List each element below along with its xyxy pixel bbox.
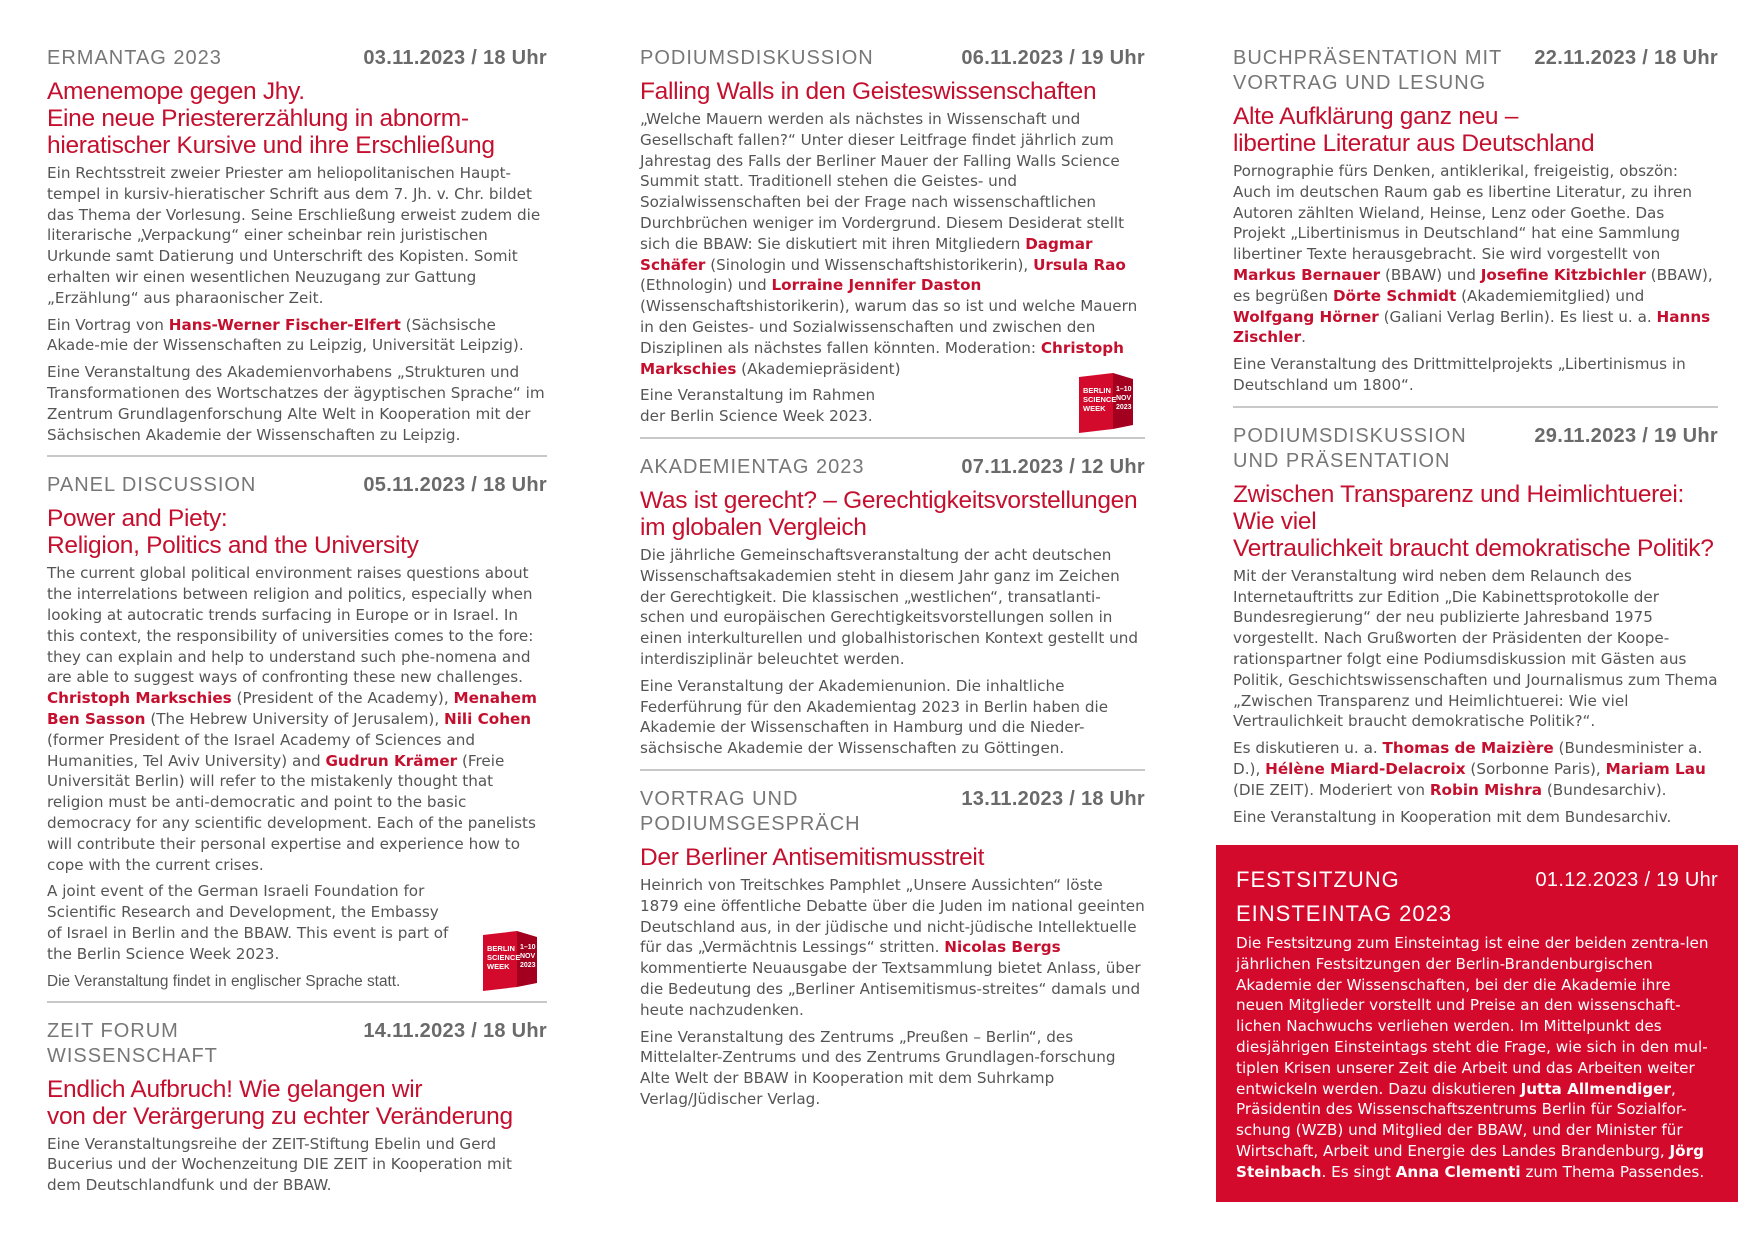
- speaker-name: Gudrun Krämer: [325, 751, 458, 770]
- speaker-name: Nicolas Bergs: [944, 938, 1061, 957]
- event-transparenz: [1233, 424, 1718, 828]
- event-organizer: Eine Veranstaltung der Akademienunion. Die inhaltliche Federführung für den Akademientag 2023 in Berlin haben die Akademie der Wissenschaften in Hamburg und die Nieder-sächsische Akademie der Wissenschaften zu Göttingen.: [640, 676, 1109, 758]
- speaker-name: Josefine Kitzbichler: [1480, 265, 1646, 284]
- event-title: [640, 78, 1145, 105]
- speaker-name: Christoph Markschies: [47, 689, 232, 708]
- title-line-1: Alte Aufklärung ganz neu –: [1233, 103, 1519, 130]
- title-line-1: Der Berliner Antisemitismusstreit: [640, 843, 985, 871]
- speaker-name: Lorraine Jennifer Daston: [771, 276, 982, 295]
- event-title: [640, 844, 1145, 871]
- svg-text:1–10: 1–10: [1116, 385, 1132, 393]
- event-falling-walls: [640, 46, 1145, 427]
- event-organizer: Eine Veranstaltung des Akademienvorhabens „Strukturen und Transformationen des Wortschatzes der ägyptischen Sprache“ im Zentrum Grundlagenforschung Alte Welt in Kooperation mit der Sächsischen Akademie der Wissenschaften zu Leipzig.: [47, 363, 545, 444]
- svg-text:1–10: 1–10: [520, 943, 536, 951]
- event-title: [47, 78, 547, 159]
- speaker-name: Jörg Steinbach: [1236, 1141, 1704, 1181]
- event-date: 01.12.2023 / 19 Uhr: [1535, 869, 1718, 891]
- event-description: Die Festsitzung zum Einsteintag ist eine der beiden zentra-len jährlichen Festsitzungen der Berlin-Brandenburgischen Akademie der Wissenschaften, bei der die Akademie ihre neuen Mitglieder vorstellt und Preise an den wissenschaft-lichen Nachwuchs verliehen werden. Im Mittelpunkt des diesjährigen Einsteintags steht die Frage, wie sich in den mul-tiplen Krisen unserer Zeit die Arbeit und das Arbeiten weiter entwickeln werden. Dazu diskutieren Jutta Allmendiger, Präsidentin des Wissenschaftszentrums Berlin für Sozialfor-schung (WZB) und Mitglied der BBAW, und der Minister für Wirtschaft, Arbeit und Energie des Landes Brandenburg, Jörg Steinbach. Es singt Anna Clementi zum Thema Passendes.: [1236, 934, 1709, 1181]
- event-type: PODIUMSDISKUSSION: [640, 47, 874, 69]
- event-date: 07.11.2023 / 12 Uhr: [961, 455, 1145, 478]
- event-description: Ein Rechtsstreit zweier Priester am heliopolitanischen Haupt-tempel in kursiv-hieratischer Schrift aus dem 7. Jh. v. Chr. bildet das Thema der Vorlesung. Seine Erschließung erweist zudem die literarische „Verpackung“ einer scheinbar rein juristischen Urkunde samt Datierung und Unterschrift des Kopisten. Somit erhalten wir einen wesentlichen Neuzugang zur Gattung „Erzählung“ aus pharaonischer Zeit.: [47, 164, 541, 307]
- column-2: [640, 46, 1145, 1116]
- event-date: 13.11.2023 / 18 Uhr: [961, 787, 1145, 810]
- event-type: BUCHPRÄSENTATION MIT VORTRAG UND LESUNG: [1233, 47, 1503, 94]
- event-title: [1233, 103, 1718, 157]
- svg-text:NOV: NOV: [520, 952, 536, 960]
- event-ermantag: [47, 46, 547, 445]
- svg-text:2023: 2023: [1116, 403, 1132, 411]
- title-line-1: Power and Piety:: [47, 505, 228, 533]
- event-title: [47, 1076, 547, 1130]
- event-date: 05.11.2023 / 18 Uhr: [363, 474, 547, 497]
- speaker-name: Dörte Schmidt: [1332, 286, 1457, 305]
- speaker-name: Dagmar Schäfer: [640, 234, 1093, 274]
- divider: [47, 1001, 547, 1003]
- event-speakers: Es diskutieren u. a. Thomas de Maizière (Bundesminister a. D.), Hélène Miard-Delacroix (Sorbonne Paris), Mariam Lau (DIE ZEIT). Moderiert von Robin Mishra (Bundesarchiv).: [1233, 739, 1706, 799]
- event-description: Eine Veranstaltungsreihe der ZEIT-Stiftung Ebelin und Gerd Bucerius und der Wochenzeitung DIE ZEIT in Kooperation mit dem Deutschlandfunk und der BBAW.: [47, 1134, 512, 1195]
- speaker-name: Menahem Ben Sasson: [47, 689, 537, 728]
- title-line-2: libertine Literatur aus Deutschland: [1233, 130, 1595, 157]
- speaker-name: Christoph Markschies: [640, 338, 1124, 378]
- event-date: 29.11.2023 / 19 Uhr: [1534, 424, 1718, 447]
- speaker-name: Ursula Rao: [1033, 255, 1126, 274]
- event-festsitzung: [1216, 845, 1738, 1202]
- title-line-2: im globalen Vergleich: [640, 513, 867, 541]
- event-description: The current global political environment raises questions about the interrelations between religion and politics, especially when looking at autocratic trends surfacing in Europe or in Israel. In this context, the responsibility of universities comes to the fore: they can explain and help to understand such phe-nomena and are able to suggest ways of confronting these new challenges. Christoph Markschies (President of the Academy), Menahem Ben Sasson (The Hebrew University of Jerusalem), Nili Cohen (former President of the Israel Academy of Sciences and Humanities, Tel Aviv University) and Gudrun Krämer (Freie Universität Berlin) will refer to the mistakenly thought that religion must be anti-democratic and point to the basic democracy for any scientific development. Each of the panelists will contribute their personal expertise and experience how to cope with the current crises.: [47, 564, 537, 874]
- svg-text:BERLIN: BERLIN: [1083, 385, 1111, 395]
- event-speaker: Ein Vortrag von Hans-Werner Fischer-Elfert (Sächsische Akade-mie der Wissenschaften zu Leipzig, Universität Leipzig).: [47, 315, 524, 355]
- event-title: [1233, 481, 1718, 562]
- speaker-name: Wolfgang Hörner: [1233, 307, 1379, 326]
- divider: [1233, 406, 1718, 408]
- language-note: Die Veranstaltung findet in englischer Sprache statt.: [47, 972, 401, 990]
- event-description: Die jährliche Gemeinschaftsveranstaltung der acht deutschen Wissenschaftsakademien steht in diesem Jahr ganz im Zeichen der Gerechtigkeit. Die klassischen „westlichen“, transatlanti-schen und europäischen Gerechtigkeitsvorstellungen sollen in einen interkulturellen und globalhistorischen Kontext gestellt und interdisziplinär beleuchtet werden.: [640, 545, 1139, 668]
- speaker-name: Jutta Allmendiger: [1520, 1079, 1671, 1098]
- title-line-2: Religion, Politics and the University: [47, 532, 419, 560]
- event-buchpraesentation: [1233, 46, 1718, 396]
- event-type: PANEL DISCUSSION: [47, 474, 257, 497]
- event-antisemitismusstreit: [640, 787, 1145, 1110]
- title-line-2: Eine neue Priestererzählung in abnorm-: [47, 105, 469, 132]
- berlin-science-week-logo: [481, 929, 539, 991]
- event-zeit-forum: [47, 1019, 547, 1196]
- svg-text:2023: 2023: [520, 961, 536, 969]
- event-panel-discussion: [47, 473, 547, 990]
- speaker-name: Hélène Miard-Delacroix: [1265, 759, 1466, 778]
- title-line-1: Falling Walls in den Geisteswissenschaften: [640, 78, 1097, 105]
- speaker-name: Markus Bernauer: [1233, 265, 1381, 284]
- speaker-name: Thomas de Maizière: [1382, 739, 1554, 758]
- event-title: [47, 505, 547, 559]
- event-type: AKADEMIENTAG 2023: [640, 455, 865, 478]
- speaker-name: Nili Cohen: [444, 709, 532, 728]
- column-3: [1233, 46, 1718, 833]
- speaker-name: Hans-Werner Fischer-Elfert: [168, 315, 401, 334]
- event-organizer: Eine Veranstaltung des Zentrums „Preußen – Berlin“, des Mittelalter-Zentrums und des Zentrums Grundlagen-forschung Alte Welt der BBAW in Kooperation mit dem Suhrkamp Verlag/Jüdischer Verlag.: [640, 1027, 1116, 1108]
- event-date: 14.11.2023 / 18 Uhr: [363, 1019, 547, 1042]
- event-description: Heinrich von Treitschkes Pamphlet „Unsere Aussichten“ löste 1879 eine öffentliche Debatte über die Juden im national geeinten Deutschland aus, in der jüdische und nicht-jüdische Intellektuelle für das „Vermächtnis Lessings“ stritten. Nicolas Bergs kommentierte Neuausgabe der Textsammlung bietet Anlass, über die Bedeutung des „Berliner Antisemitismus-streites“ damals und heute nachzudenken.: [640, 875, 1145, 1019]
- speaker-name: Hanns Zischler: [1233, 307, 1711, 347]
- title-line-2: Vertraulichkeit braucht demokratische Politik?: [1233, 534, 1714, 562]
- svg-text:SCIENCE: SCIENCE: [487, 952, 521, 962]
- event-organizer: A joint event of the German Israeli Foundation for Scientific Research and Development, the Embassy of Israel in Berlin and the BBAW. This event is part of the Berlin Science Week 2023.: [47, 882, 449, 963]
- speaker-name: Robin Mishra: [1429, 780, 1543, 799]
- event-description: Pornographie fürs Denken, antiklerikal, freigeistig, obszön: Auch im deutschen Raum gab es libertine Literatur, zu ihren Autoren zählten Wieland, Heinse, Lenz oder Goethe. Das Projekt „Libertinismus in Deutschland“ hat eine Sammlung libertiner Texte herausgebracht. Sie wird vorgestellt von Markus Bernauer (BBAW) und Josefine Kitzbichler (BBAW), es begrüßen Dörte Schmidt (Akademiemitglied) und Wolfgang Hörner (Galiani Verlag Berlin). Es liest u. a. Hanns Zischler.: [1233, 162, 1713, 347]
- svg-text:WEEK: WEEK: [487, 961, 510, 971]
- event-date: 06.11.2023 / 19 Uhr: [961, 47, 1145, 69]
- title-line-1: Amenemope gegen Jhy.: [47, 78, 305, 105]
- event-type: FESTSITZUNG EINSTEINTAG 2023: [1236, 867, 1453, 926]
- berlin-science-week-logo: [1077, 371, 1135, 433]
- divider: [47, 455, 547, 457]
- title-line-1: Was ist gerecht? – Gerechtigkeitsvorstellungen: [640, 486, 1138, 514]
- event-date: 03.11.2023 / 18 Uhr: [363, 47, 547, 69]
- svg-text:NOV: NOV: [1116, 394, 1132, 402]
- event-title: [640, 487, 1145, 541]
- svg-text:WEEK: WEEK: [1083, 403, 1106, 413]
- divider: [640, 769, 1145, 771]
- divider: [640, 437, 1145, 439]
- svg-text:SCIENCE: SCIENCE: [1083, 394, 1117, 404]
- event-type: ERMANTAG 2023: [47, 47, 222, 69]
- event-description: „Welche Mauern werden als nächstes in Wissenschaft und Gesellschaft fallen?“ Unter dieser Leitfrage findet jährlich zum Jahrestag des Falls der Berliner Mauer der Falling Walls Science Summit statt. Traditionell stehen die Geistes- und Sozialwissenschaften bei der Frage nach wissenschaftlichen Durchbrüchen weniger im Vordergrund. Diesem Desiderat stellt sich die BBAW: Sie diskutiert mit ihren Mitgliedern Dagmar Schäfer (Sinologin und Wissenschaftshistorikerin), Ursula Rao (Ethnologin) und Lorraine Jennifer Daston (Wissenschaftshistorikerin), warum das so ist und welche Mauern in den Geistes- und Sozialwissenschaften und zwischen den Disziplinen als nächstes fallen könnten. Moderation: Christoph Markschies (Akademiepräsident): [640, 110, 1138, 378]
- title-line-2: von der Verärgerung zu echter Veränderung: [47, 1102, 513, 1130]
- speaker-name: Mariam Lau: [1605, 759, 1706, 778]
- event-organizer: Eine Veranstaltung des Drittmittelprojekts „Libertinismus in Deutschland um 1800“.: [1233, 355, 1686, 394]
- event-organizer: Eine Veranstaltung in Kooperation mit dem Bundesarchiv.: [1233, 807, 1672, 826]
- event-description: Mit der Veranstaltung wird neben dem Relaunch des Internetauftritts zur Edition „Die Kabinettsprotokolle der Bundesregierung“ der neu publizierte Jahresband 1975 vorgestellt. Nach Grußworten der Präsidenten der Koope-rationspartner folgt eine Podiumsdiskussion mit Gästen aus Politik, Geschichtswissenschaften und Journalismus zum Thema „Zwischen Transparenz und Heimlichtuerei: Wie viel Vertraulichkeit braucht demokratische Politik?“.: [1233, 566, 1718, 731]
- column-1: [47, 46, 547, 1202]
- event-date: 22.11.2023 / 18 Uhr: [1534, 47, 1718, 69]
- title-line-1: Zwischen Transparenz und Heimlichtuerei: Wie viel: [1233, 480, 1684, 535]
- event-type: PODIUMSDISKUSSION UND PRÄSENTATION: [1233, 424, 1467, 472]
- title-line-3: hieratischer Kursive und ihre Erschließung: [47, 132, 495, 159]
- event-type: VORTRAG UND PODIUMSGESPRÄCH: [640, 787, 861, 835]
- event-akademientag: [640, 455, 1145, 759]
- svg-text:BERLIN: BERLIN: [487, 943, 515, 953]
- event-type: ZEIT FORUM WISSENSCHAFT: [47, 1019, 218, 1067]
- title-line-1: Endlich Aufbruch! Wie gelangen wir: [47, 1075, 423, 1103]
- event-organizer: Eine Veranstaltung im Rahmen der Berlin Science Week 2023.: [640, 386, 876, 426]
- speaker-name: Anna Clementi: [1395, 1162, 1521, 1181]
